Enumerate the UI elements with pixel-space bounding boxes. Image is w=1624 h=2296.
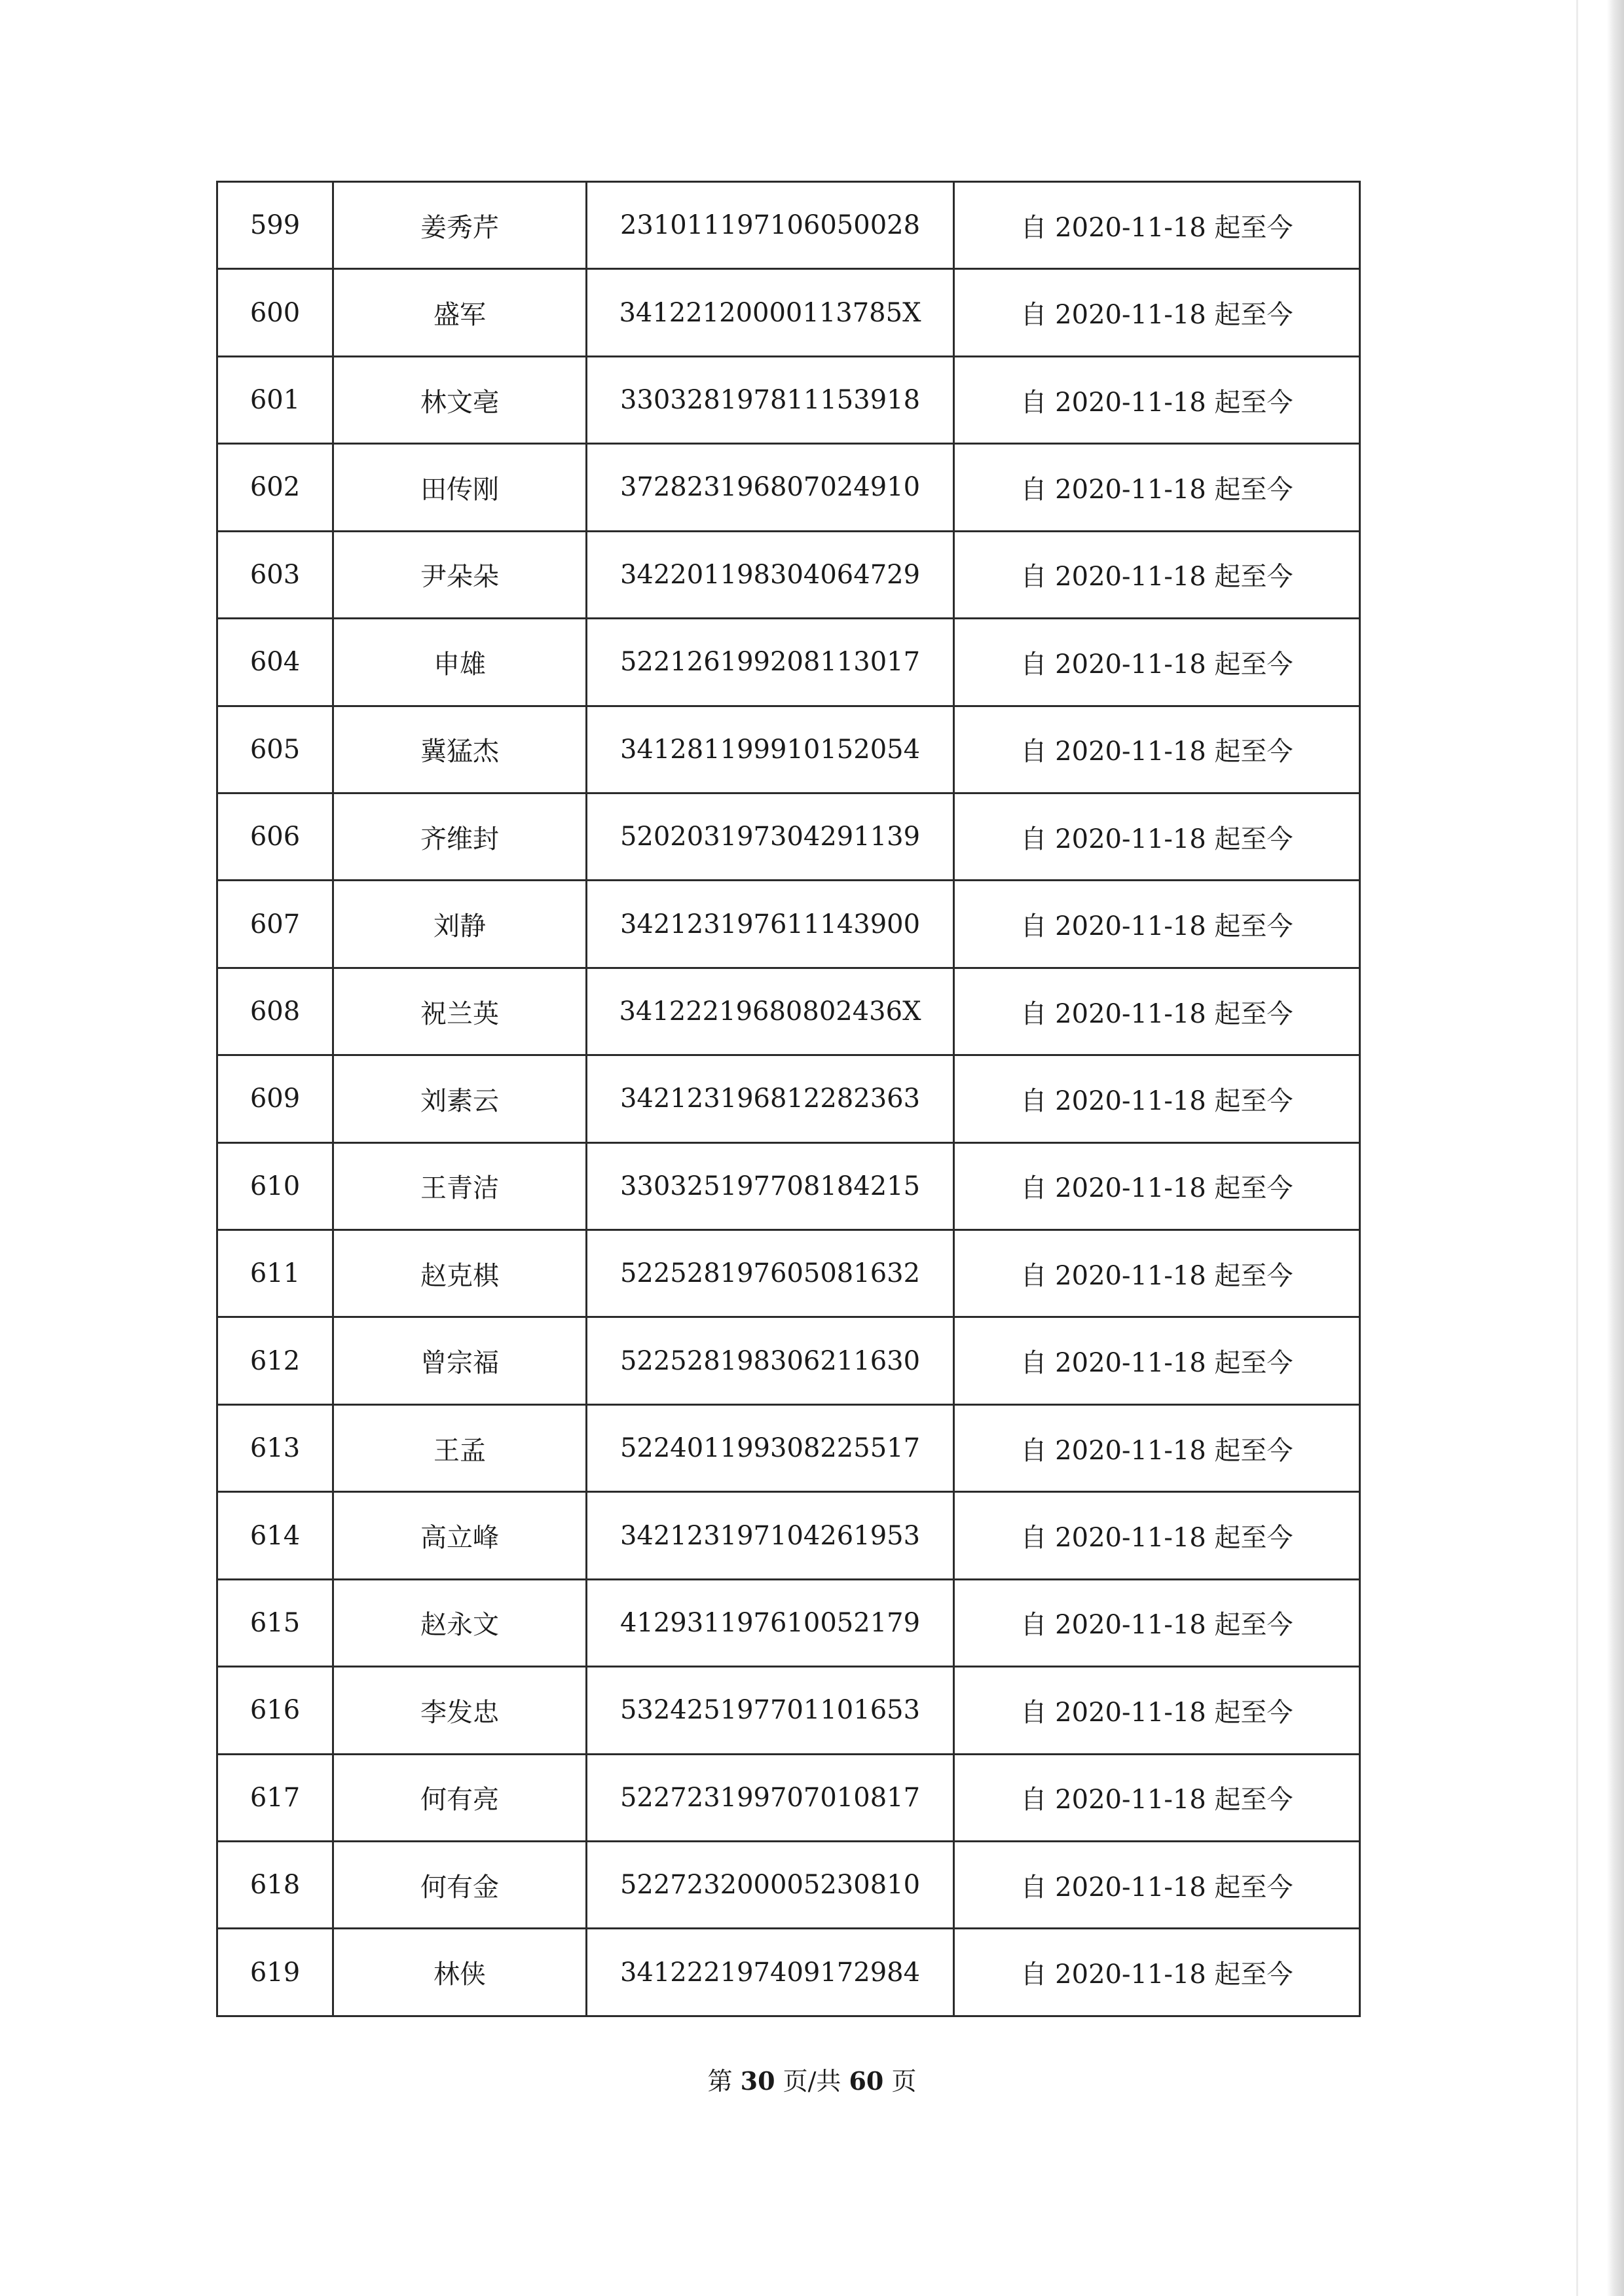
row-number-cell: 618 — [217, 1842, 333, 1929]
date-range-cell: 自 2020-11-18 起至今 — [954, 1929, 1360, 2016]
name-cell: 刘静 — [333, 881, 587, 968]
table-row — [217, 182, 1360, 269]
row-number-cell: 607 — [217, 881, 333, 968]
name-cell: 冀猛杰 — [333, 706, 587, 793]
id-number-cell: 522126199208113017 — [587, 619, 954, 706]
name-cell: 何有亮 — [333, 1754, 587, 1841]
table-row — [217, 706, 1360, 793]
row-number-cell: 614 — [217, 1492, 333, 1579]
name-cell: 王孟 — [333, 1404, 587, 1491]
id-number-cell: 522401199308225517 — [587, 1404, 954, 1491]
id-number-cell: 522723199707010817 — [587, 1754, 954, 1841]
name-cell: 齐维封 — [333, 793, 587, 880]
date-range-cell: 自 2020-11-18 起至今 — [954, 1492, 1360, 1579]
id-number-cell: 34122219680802436X — [587, 968, 954, 1055]
date-range-cell: 自 2020-11-18 起至今 — [954, 1579, 1360, 1666]
date-range-cell: 自 2020-11-18 起至今 — [954, 968, 1360, 1055]
name-cell: 赵克棋 — [333, 1230, 587, 1317]
row-number-cell: 615 — [217, 1579, 333, 1666]
id-number-cell: 342123197104261953 — [587, 1492, 954, 1579]
row-number-cell: 610 — [217, 1142, 333, 1230]
id-number-cell: 34122120000113785X — [587, 269, 954, 356]
table-row — [217, 1492, 1360, 1579]
row-number-cell: 605 — [217, 706, 333, 793]
date-range-cell: 自 2020-11-18 起至今 — [954, 1142, 1360, 1230]
row-number-cell: 604 — [217, 619, 333, 706]
scan-edge-shadow — [1607, 0, 1624, 2296]
footer-page-number: 30 — [740, 2066, 775, 2096]
date-range-cell: 自 2020-11-18 起至今 — [954, 1754, 1360, 1841]
footer-prefix: 第 — [707, 2067, 741, 2096]
footer-suffix: 页 — [883, 2067, 917, 2096]
date-range-cell: 自 2020-11-18 起至今 — [954, 531, 1360, 618]
name-cell: 曾宗福 — [333, 1317, 587, 1404]
name-cell: 李发忠 — [333, 1667, 587, 1754]
table-row — [217, 1317, 1360, 1404]
name-cell: 申雄 — [333, 619, 587, 706]
name-cell: 林侠 — [333, 1929, 587, 2016]
date-range-cell: 自 2020-11-18 起至今 — [954, 881, 1360, 968]
roster-table — [216, 181, 1361, 2017]
id-number-cell: 330325197708184215 — [587, 1142, 954, 1230]
page-footer — [0, 2061, 1624, 2097]
id-number-cell: 520203197304291139 — [587, 793, 954, 880]
table-row — [217, 881, 1360, 968]
row-number-cell: 602 — [217, 444, 333, 531]
date-range-cell: 自 2020-11-18 起至今 — [954, 619, 1360, 706]
id-number-cell: 330328197811153918 — [587, 356, 954, 443]
name-cell: 王青洁 — [333, 1142, 587, 1230]
table-row — [217, 793, 1360, 880]
date-range-cell: 自 2020-11-18 起至今 — [954, 356, 1360, 443]
row-number-cell: 600 — [217, 269, 333, 356]
table-row — [217, 356, 1360, 443]
id-number-cell: 412931197610052179 — [587, 1579, 954, 1666]
id-number-cell: 342123197611143900 — [587, 881, 954, 968]
name-cell: 盛军 — [333, 269, 587, 356]
id-number-cell: 522723200005230810 — [587, 1842, 954, 1929]
table-row — [217, 1754, 1360, 1841]
id-number-cell: 522528197605081632 — [587, 1230, 954, 1317]
table-row — [217, 531, 1360, 618]
row-number-cell: 608 — [217, 968, 333, 1055]
id-number-cell: 341281199910152054 — [587, 706, 954, 793]
date-range-cell: 自 2020-11-18 起至今 — [954, 182, 1360, 269]
table-row — [217, 1230, 1360, 1317]
name-cell: 林文亳 — [333, 356, 587, 443]
table-row — [217, 1142, 1360, 1230]
name-cell: 高立峰 — [333, 1492, 587, 1579]
id-number-cell: 342123196812282363 — [587, 1055, 954, 1142]
row-number-cell: 612 — [217, 1317, 333, 1404]
table-row — [217, 968, 1360, 1055]
table-row — [217, 269, 1360, 356]
date-range-cell: 自 2020-11-18 起至今 — [954, 793, 1360, 880]
row-number-cell: 616 — [217, 1667, 333, 1754]
id-number-cell: 532425197701101653 — [587, 1667, 954, 1754]
name-cell: 刘素云 — [333, 1055, 587, 1142]
row-number-cell: 619 — [217, 1929, 333, 2016]
date-range-cell: 自 2020-11-18 起至今 — [954, 1230, 1360, 1317]
name-cell: 赵永文 — [333, 1579, 587, 1666]
date-range-cell: 自 2020-11-18 起至今 — [954, 269, 1360, 356]
row-number-cell: 599 — [217, 182, 333, 269]
row-number-cell: 611 — [217, 1230, 333, 1317]
date-range-cell: 自 2020-11-18 起至今 — [954, 706, 1360, 793]
name-cell: 姜秀芹 — [333, 182, 587, 269]
name-cell: 祝兰英 — [333, 968, 587, 1055]
id-number-cell: 341222197409172984 — [587, 1929, 954, 2016]
table-row — [217, 1929, 1360, 2016]
id-number-cell: 522528198306211630 — [587, 1317, 954, 1404]
date-range-cell: 自 2020-11-18 起至今 — [954, 1317, 1360, 1404]
table-row — [217, 1842, 1360, 1929]
id-number-cell: 372823196807024910 — [587, 444, 954, 531]
row-number-cell: 603 — [217, 531, 333, 618]
date-range-cell: 自 2020-11-18 起至今 — [954, 1667, 1360, 1754]
table-row — [217, 1667, 1360, 1754]
table-row — [217, 1579, 1360, 1666]
row-number-cell: 609 — [217, 1055, 333, 1142]
roster-table-body — [217, 182, 1360, 2016]
date-range-cell: 自 2020-11-18 起至今 — [954, 444, 1360, 531]
date-range-cell: 自 2020-11-18 起至今 — [954, 1404, 1360, 1491]
row-number-cell: 606 — [217, 793, 333, 880]
scan-shadow-line — [1576, 0, 1578, 2296]
table-row — [217, 1404, 1360, 1491]
row-number-cell: 601 — [217, 356, 333, 443]
id-number-cell: 342201198304064729 — [587, 531, 954, 618]
id-number-cell: 231011197106050028 — [587, 182, 954, 269]
footer-total-pages: 60 — [849, 2066, 884, 2096]
row-number-cell: 617 — [217, 1754, 333, 1841]
table-row — [217, 619, 1360, 706]
name-cell: 田传刚 — [333, 444, 587, 531]
date-range-cell: 自 2020-11-18 起至今 — [954, 1842, 1360, 1929]
row-number-cell: 613 — [217, 1404, 333, 1491]
table-row — [217, 444, 1360, 531]
name-cell: 尹朵朵 — [333, 531, 587, 618]
date-range-cell: 自 2020-11-18 起至今 — [954, 1055, 1360, 1142]
footer-middle: 页/共 — [775, 2067, 849, 2096]
table-row — [217, 1055, 1360, 1142]
name-cell: 何有金 — [333, 1842, 587, 1929]
